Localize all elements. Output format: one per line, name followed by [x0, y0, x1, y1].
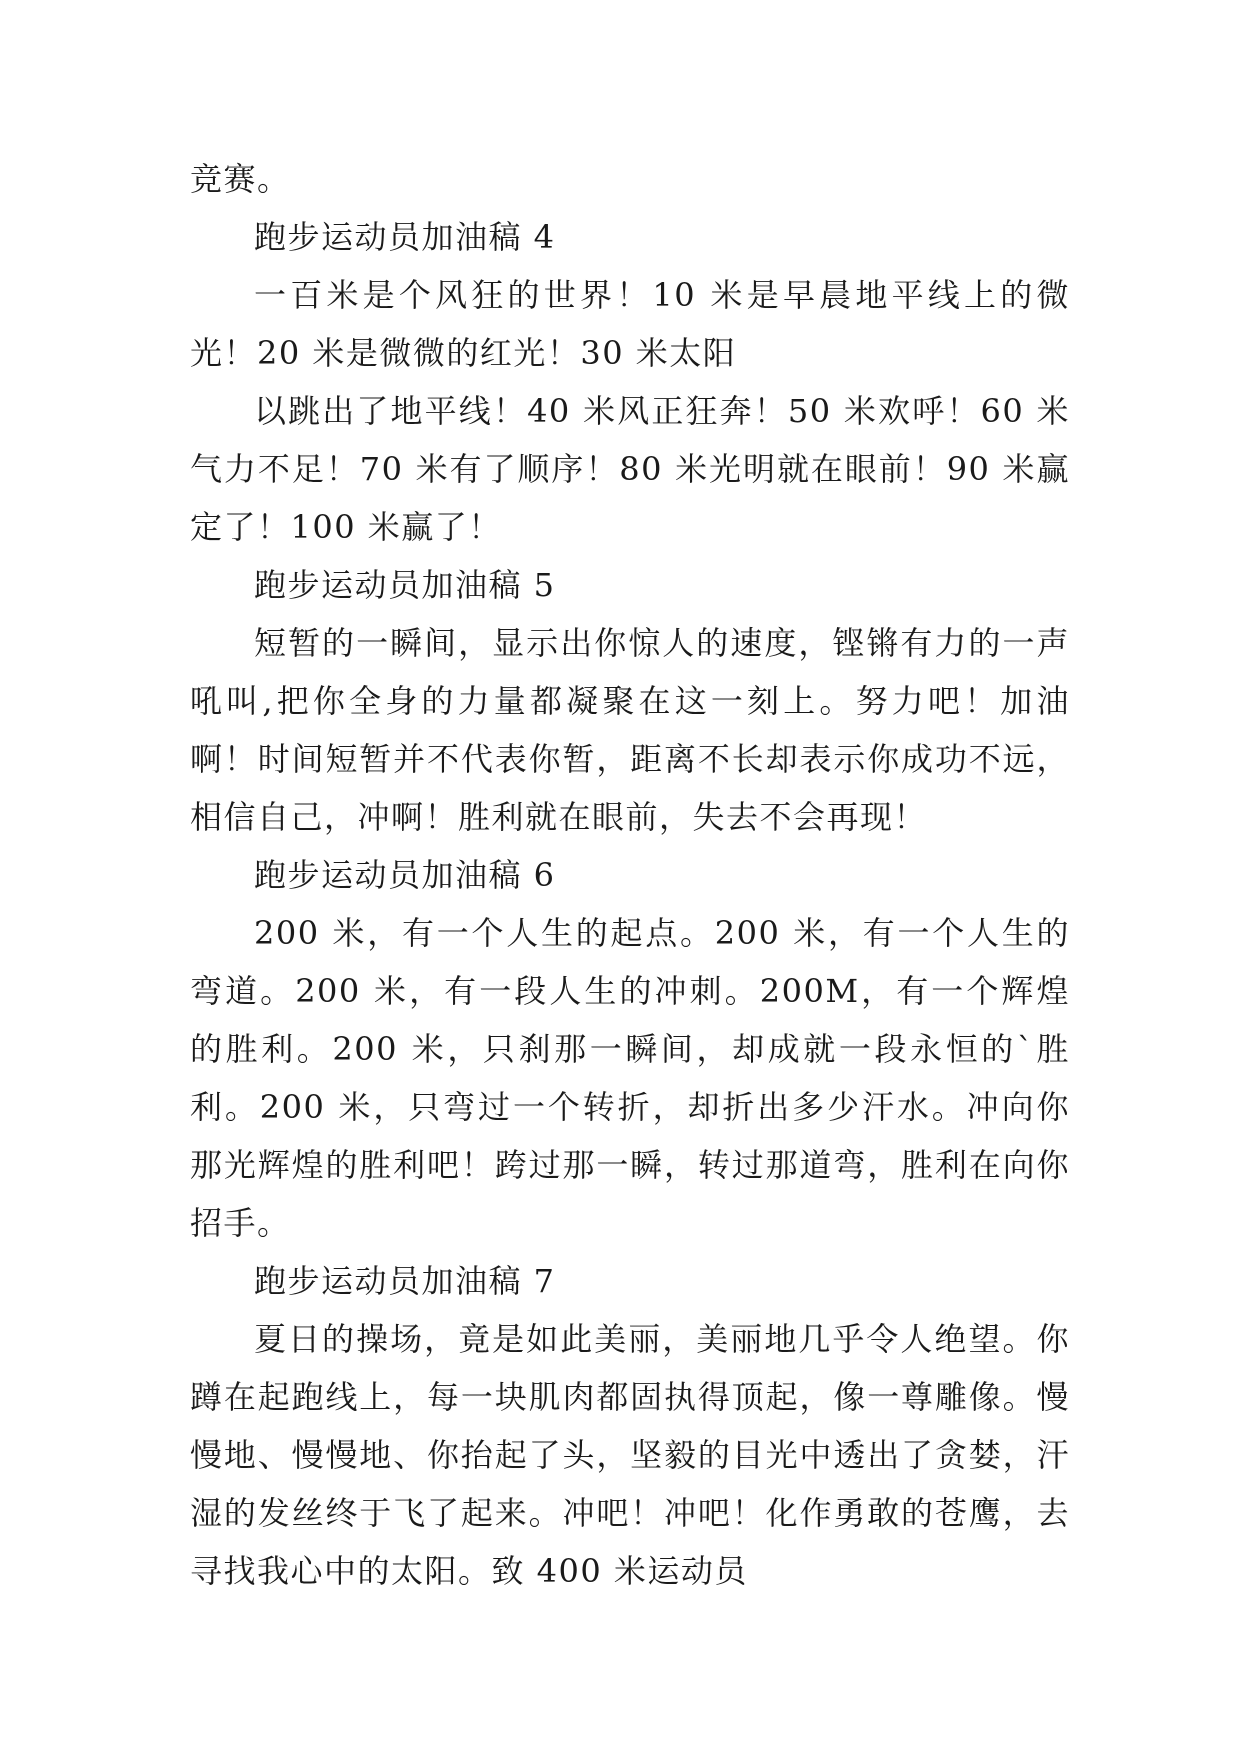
document-body: [190, 150, 1070, 1600]
paragraph: 短暂的一瞬间，显示出你惊人的速度，铿锵有力的一声吼叫,把你全身的力量都凝聚在这一刻上。努力吧！加油啊！时间短暂并不代表你暂，距离不长却表示你成功不远，相信自己，冲啊！胜利就在眼前，失去不会再现！: [190, 624, 1070, 836]
section-heading-7: 跑步运动员加油稿 7: [254, 1262, 556, 1300]
paragraph-continuation: 竞赛。: [190, 160, 291, 198]
paragraph: 200 米，有一个人生的起点。200 米，有一个人生的弯道。200 米，有一段人生的冲刺。200M，有一个辉煌的胜利。200 米，只刹那一瞬间，却成就一段永恒的`胜利。200 米，只弯过一个转折，却折出多少汗水。冲向你那光辉煌的胜利吧！跨过那一瞬，转过那道弯，胜利在向你招手。: [190, 914, 1070, 1242]
paragraph: 夏日的操场，竟是如此美丽，美丽地几乎令人绝望。你蹲在起跑线上，每一块肌肉都固执得顶起，像一尊雕像。慢慢地、慢慢地、你抬起了头，坚毅的目光中透出了贪婪，汗湿的发丝终于飞了起来。冲吧！冲吧！化作勇敢的苍鹰，去寻找我心中的太阳。致 400 米运动员: [190, 1320, 1070, 1590]
paragraph: 以跳出了地平线！40 米风正狂奔！50 米欢呼！60 米气力不足！70 米有了顺序！80 米光明就在眼前！90 米赢定了！100 米赢了！: [190, 392, 1070, 546]
section-heading-6: 跑步运动员加油稿 6: [254, 856, 556, 894]
section-heading-5: 跑步运动员加油稿 5: [254, 566, 556, 604]
section-heading-4: 跑步运动员加油稿 4: [254, 218, 556, 256]
paragraph: 一百米是个风狂的世界！10 米是早晨地平线上的微光！20 米是微微的红光！30 米太阳: [190, 276, 1070, 372]
